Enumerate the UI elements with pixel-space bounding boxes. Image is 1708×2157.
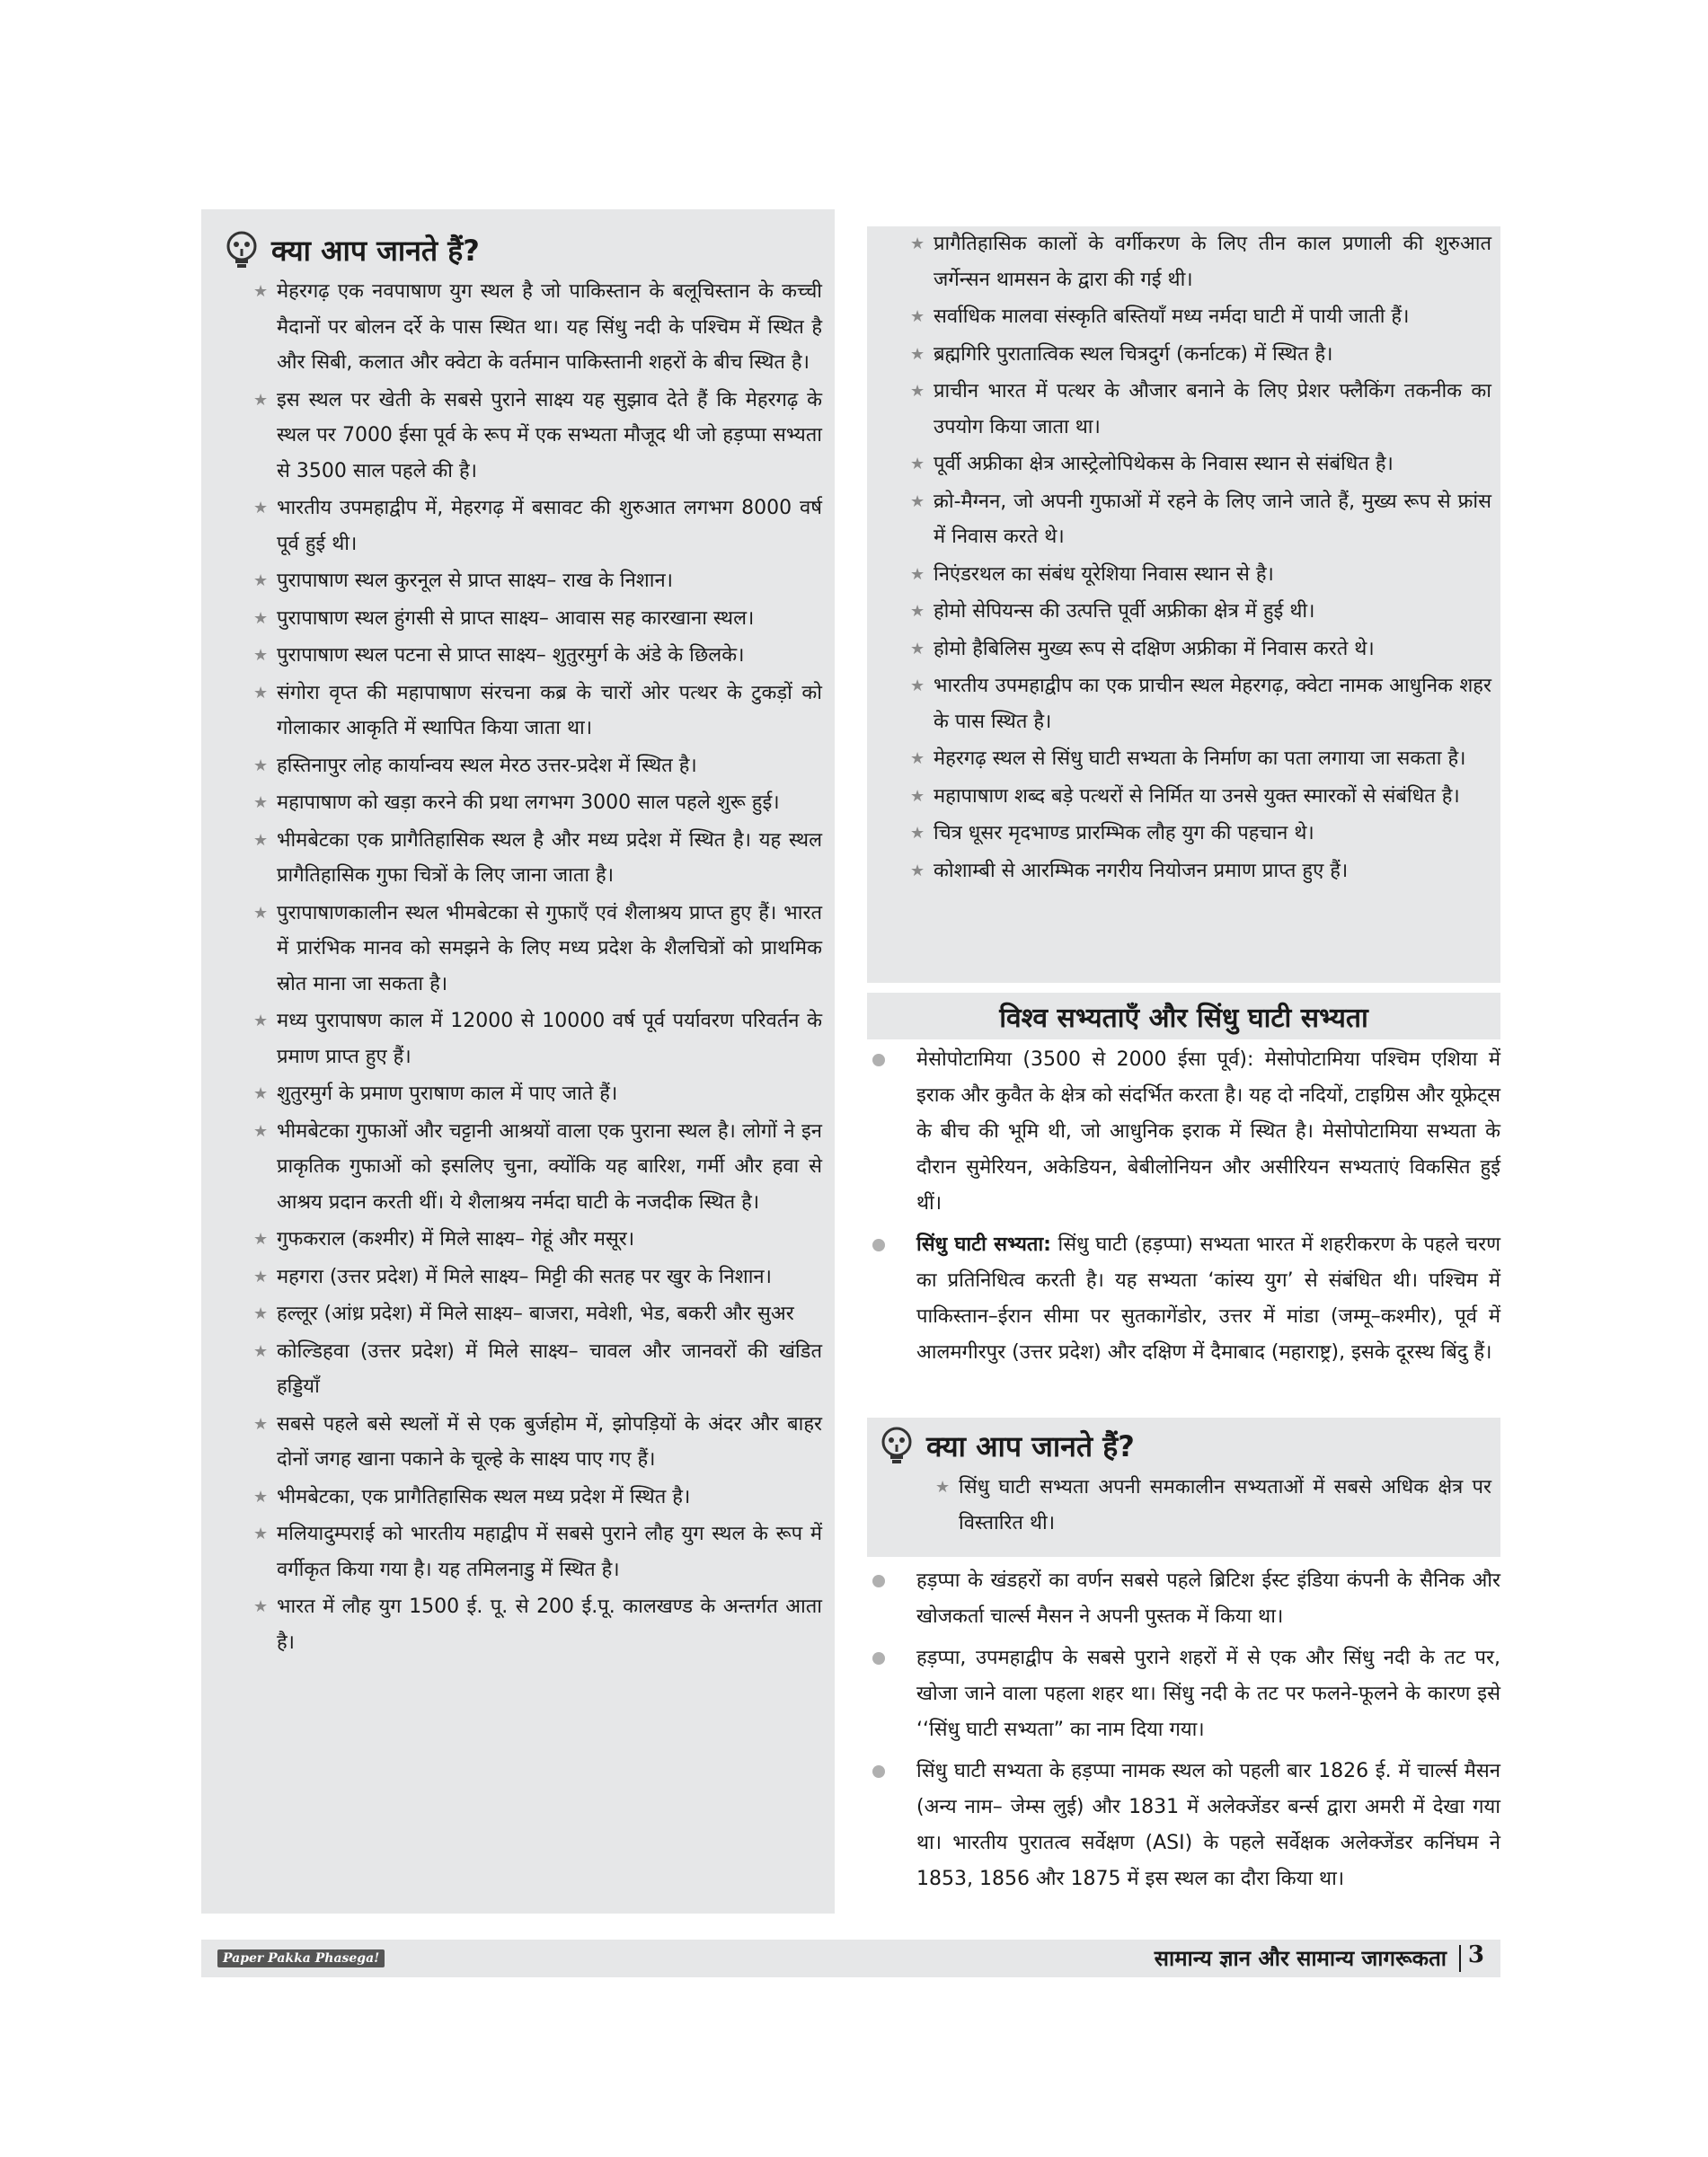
- list-item: [246, 676, 822, 747]
- list-item-text: भारतीय उपमहाद्वीप में, मेहरगढ़ में बसावट की शुरुआत लगभग 8000 वर्ष पूर्व हुई थी।: [277, 497, 822, 555]
- did-you-know-box-left: [201, 209, 835, 1914]
- star-bullet-icon: ★: [253, 1121, 269, 1141]
- list-item: [246, 1222, 822, 1258]
- list-item: [246, 1589, 822, 1660]
- list-item: [246, 1516, 822, 1587]
- list-item-text: कोल्डिहवा (उत्तर प्रदेश) में मिले साक्ष्य– चावल और जानवरों की खंडित हड्डियाँ: [277, 1339, 822, 1398]
- list-item: [903, 668, 1491, 739]
- list-item-text: सिंधु घाटी सभ्यता अपनी समकालीन सभ्यताओं में सबसे अधिक क्षेत्र पर विस्तारित थी।: [959, 1476, 1491, 1534]
- list-item-bold-lead: सिंधु घाटी सभ्यता:: [916, 1233, 1051, 1256]
- page-number: 3: [1467, 1941, 1484, 1968]
- list-item: [246, 1114, 822, 1221]
- star-bullet-icon: ★: [910, 749, 925, 768]
- did-you-know-title-2: क्या आप जानते हैं?: [926, 1428, 1135, 1463]
- list-item: [246, 274, 822, 381]
- list-item: [246, 491, 822, 561]
- dot-bullet-icon: [872, 1652, 885, 1665]
- star-bullet-icon: ★: [253, 903, 269, 923]
- right-fact-list: [903, 226, 1491, 888]
- list-item: [246, 1407, 822, 1478]
- list-item-text: हड़प्पा के खंडहरों का वर्णन सबसे पहले ब्रिटिश ईस्ट इंडिया कंपनी के सैनिक और खोजकर्ता चार्ल्स मैसन ने अपनी पुस्तक में किया था।: [916, 1569, 1500, 1628]
- list-item: [246, 601, 822, 637]
- list-item-text: सिंधु घाटी सभ्यता के हड़प्पा नामक स्थल को पहली बार 1826 ई. में चार्ल्स मैसन (अन्य नाम– जेम्स लुई) और 1831 में अलेक्जेंडर बर्न्स द्वारा अमरी में देखा गया था। भारतीय पुरातत्व सर्वेक्षण (ASI) के पहले सर्वेक्षक अलेक्जेंडर कनिंघम ने 1853, 1856 और 1875 में इस स्थल का दौरा किया था।: [916, 1760, 1500, 1890]
- section-heading: विश्व सभ्यताएँ और सिंधु घाटी सभ्यता: [999, 1002, 1368, 1034]
- list-item-text: पुरापाषाणकालीन स्थल भीमबेटका से गुफाएँ एवं शैलाश्रय प्राप्त हुए हैं। भारत में प्रारंभिक मानव को समझने के लिए मध्य प्रदेश के शैलचित्रों को प्राथमिक स्रोत माना जा सकता है।: [277, 901, 822, 995]
- list-item-text: भीमबेटका गुफाओं और चट्टानी आश्रयों वाला एक पुराना स्थल है। लोगों ने इन प्राकृतिक गुफाओं को इसलिए चुना, क्योंकि यह बारिश, गर्मी और हवा से आश्रय प्रदान करती थीं। ये शैलाश्रय नर्मदा घाटी के नजदीक स्थित है।: [277, 1119, 822, 1214]
- star-bullet-icon: ★: [910, 234, 925, 253]
- list-item-text: क्रो-मैग्नन, जो अपनी गुफाओं में रहने के लिए जाने जाते हैं, मुख्य रूप से फ्रांस में निवास करते थे।: [934, 490, 1491, 548]
- list-item: [903, 594, 1491, 630]
- list-item: [903, 632, 1491, 667]
- star-bullet-icon: ★: [910, 491, 925, 511]
- star-bullet-icon: ★: [253, 499, 269, 517]
- star-bullet-icon: ★: [253, 1525, 269, 1543]
- list-item-text: पुरापाषाण स्थल पटना से प्राप्त साक्ष्य– शुतुरमुर्ग के अंडे के छिलके।: [277, 644, 745, 667]
- star-bullet-icon: ★: [910, 564, 925, 584]
- star-bullet-icon: ★: [253, 1267, 269, 1286]
- list-item: [246, 785, 822, 821]
- list-item: [246, 383, 822, 490]
- star-bullet-icon: ★: [910, 307, 925, 326]
- list-item: [246, 638, 822, 674]
- list-item-text: भीमबेटका एक प्रागैतिहासिक स्थल है और मध्य प्रदेश में स्थित है। यह स्थल प्रागैतिहासिक गुफा चित्रों के लिए जाना जाता है।: [277, 828, 822, 887]
- list-item-text: हल्लूर (आंध्र प्रदेश) में मिले साक्ष्य– बाजरा, मवेशी, भेड, बकरी और सुअर: [277, 1303, 794, 1325]
- did-you-know-title: क्या आप जानते हैं?: [271, 233, 480, 268]
- list-item: [246, 1260, 822, 1295]
- star-bullet-icon: ★: [253, 1230, 269, 1249]
- star-bullet-icon: ★: [253, 646, 269, 665]
- star-bullet-icon: ★: [910, 344, 925, 364]
- star-bullet-icon: ★: [253, 571, 269, 590]
- list-item: [867, 1563, 1500, 1635]
- star-bullet-icon: ★: [253, 1012, 269, 1030]
- list-item: [903, 484, 1491, 555]
- star-bullet-icon: ★: [253, 683, 269, 703]
- dot-bullet-icon: [872, 1054, 885, 1066]
- list-item-text: महगरा (उत्तर प्रदेश) में मिले साक्ष्य– मिट्टी की सतह पर खुर के निशान।: [277, 1265, 772, 1288]
- list-item: [246, 748, 822, 784]
- list-item-text: निएंडरथल का संबंध यूरेशिया निवास स्थान से है।: [934, 562, 1274, 586]
- list-item: [903, 226, 1491, 297]
- footer-divider: [1459, 1945, 1461, 1972]
- list-item: [246, 823, 822, 894]
- civilization-section: [867, 1042, 1500, 1376]
- list-item: [903, 741, 1491, 777]
- list-item-text: सर्वाधिक मालवा संस्कृति बस्तियाँ मध्य नर्मदा घाटी में पायी जाती हैं।: [934, 305, 1410, 328]
- list-item-text: होमो सेपियन्स की उत्पत्ति पूर्वी अफ्रीका क्षेत्र में हुई थी।: [934, 600, 1315, 623]
- list-item: [867, 1227, 1500, 1371]
- list-item-text: भीमबेटका, एक प्रागैतिहासिक स्थल मध्य प्रदेश में स्थित है।: [277, 1485, 691, 1508]
- star-bullet-icon: ★: [253, 1487, 269, 1507]
- list-item: [246, 1296, 822, 1332]
- footer-book-title: सामान्य ज्ञान और सामान्य जागरूकता: [1154, 1946, 1447, 1971]
- star-bullet-icon: ★: [935, 1478, 951, 1497]
- list-item-text: शुतुरमुर्ग के प्रमाण पुराषाण काल में पाए जाते हैं।: [277, 1083, 618, 1105]
- star-bullet-icon: ★: [253, 830, 269, 850]
- list-item: [928, 1470, 1491, 1541]
- star-bullet-icon: ★: [910, 824, 925, 843]
- list-item-text: होमो हैबिलिस मुख्य रूप से दक्षिण अफ्रीका में निवास करते थे।: [934, 637, 1375, 660]
- star-bullet-icon: ★: [253, 608, 269, 628]
- list-item-text: संगोरा वृप्त की महापाषाण संरचना कब्र के चारों ओर पत्थर के टुकड़ों को गोलाकार आकृति में स्थापित किया जाता था।: [277, 681, 822, 739]
- list-item: [246, 563, 822, 599]
- list-item-text: इस स्थल पर खेती के सबसे पुराने साक्ष्य यह सुझाव देते हैं कि मेहरगढ़ के स्थल पर 7000 ईसा पूर्व के रूप में एक सभ्यता मौजूद थी जो हड़प्पा सभ्यता से 3500 साल पहले की है।: [277, 388, 822, 482]
- list-item: [903, 299, 1491, 335]
- list-item: [867, 1042, 1500, 1222]
- star-bullet-icon: ★: [910, 786, 925, 806]
- list-item: [903, 374, 1491, 445]
- list-item-text: भारत में लौह युग 1500 ई. पू. से 200 ई.पू. कालखण्ड के अन्तर्गत आता है।: [277, 1596, 822, 1654]
- star-bullet-icon: ★: [253, 390, 269, 410]
- did-you-know-header: [221, 229, 822, 270]
- list-item-text: मेसोपोटामिया (3500 से 2000 ईसा पूर्व): मेसोपोटामिया पश्चिम एशिया में इराक और कुवैत के क्षेत्र को संदर्भित करता है। यह दो नदियों, टाइग्रिस और यूफ्रेट्स के बीच की भूमि थी, जो आधुनिक इराक में स्थित है। मेसोपोटामिया सभ्यता के दौरान सुमेरियन, अकेडियन, बेबीलोनियन और असीरियन सभ्यताएं विकसित हुई थीं।: [916, 1048, 1500, 1215]
- list-item-text: गुफकराल (कश्मीर) में मिले साक्ष्य– गेहूं और मसूर।: [277, 1228, 635, 1251]
- dyk2-fact-list: [928, 1470, 1491, 1541]
- list-item: [246, 1076, 822, 1112]
- list-item-text: मलियादुम्पराई को भारतीय महाद्वीप में सबसे पुराने लौह युग स्थल के रूप में वर्गीकृत किया गया है। यह तमिलनाडु में स्थित है।: [277, 1523, 822, 1581]
- list-item-text: मेहरगढ़ एक नवपाषाण युग स्थल है जो पाकिस्तान के बलूचिस्तान के कच्ची मैदानों पर बोलन दर्रे के पास स्थित था। यह सिंधु नदी के पश्चिम में स्थित है और सिबी, कलात और क्वेटा के वर्तमान पाकिस्तानी शहरों के बीच स्थित है।: [277, 280, 822, 374]
- star-bullet-icon: ★: [910, 602, 925, 621]
- list-item-text: पुरापाषाण स्थल हुंगसी से प्राप्त साक्ष्य– आवास सह कारखाना स्थल।: [277, 606, 755, 630]
- star-bullet-icon: ★: [253, 282, 269, 301]
- list-item-text: हस्तिनापुर लोह कार्यान्वय स्थल मेरठ उत्तर-प्रदेश में स्थित है।: [277, 754, 697, 777]
- civilization-list: [867, 1042, 1500, 1371]
- list-item: [246, 1003, 822, 1074]
- list-item-text: प्राचीन भारत में पत्थर के औजार बनाने के लिए प्रेशर फ्लैकिंग तकनीक का उपयोग किया जाता था।: [934, 380, 1491, 438]
- star-bullet-icon: ★: [253, 1341, 269, 1361]
- list-item: [903, 557, 1491, 593]
- dot-bullet-icon: [872, 1575, 885, 1587]
- star-bullet-icon: ★: [253, 1304, 269, 1323]
- lightbulb-icon: [221, 229, 262, 270]
- list-item-text: पूर्वी अफ्रीका क्षेत्र आस्ट्रेलोपिथेकस के निवास स्थान से संबंधित है।: [934, 453, 1394, 475]
- did-you-know-header-2: [876, 1425, 1491, 1466]
- list-item: [867, 1754, 1500, 1897]
- star-bullet-icon: ★: [253, 1597, 269, 1616]
- list-item-text: महापाषाण शब्द बड़े पत्थरों से निर्मित या उनसे युक्त स्मारकों से संबंधित है।: [934, 784, 1460, 808]
- list-item: [246, 1480, 822, 1516]
- did-you-know-box-2: [867, 1418, 1500, 1557]
- star-bullet-icon: ★: [253, 793, 269, 812]
- list-item: [246, 896, 822, 1003]
- list-item-text: मेहरगढ़ स्थल से सिंधु घाटी सभ्यता के निर्माण का पता लगाया जा सकता है।: [934, 747, 1466, 770]
- star-bullet-icon: ★: [910, 455, 925, 473]
- list-item-text: सिंधु घाटी (हड़प्पा) सभ्यता भारत में शहरीकरण के पहले चरण का प्रतिनिधित्व करती है। यह सभ्यता ‘कांस्य युग’ से संबंधित थी। पश्चिम में पाकिस्तान–ईरान सीमा पर सुतकागेंडोर, उत्तर में मांडा (जम्मू–कश्मीर), पूर्व में आलमगीरपुर (उत्तर प्रदेश) और दक्षिण में दैमाबाद (महाराष्ट्र), इसके दूरस्थ बिंदु हैं।: [916, 1233, 1500, 1364]
- did-you-know-box-right-continued: [867, 226, 1500, 983]
- list-item: [903, 779, 1491, 815]
- list-item: [903, 337, 1491, 373]
- lightbulb-icon: [876, 1425, 917, 1466]
- star-bullet-icon: ★: [910, 382, 925, 401]
- list-item-text: पुरापाषाण स्थल कुरनूल से प्राप्त साक्ष्य– राख के निशान।: [277, 570, 673, 592]
- dot-bullet-icon: [872, 1239, 885, 1251]
- section-heading-bar: [867, 993, 1500, 1039]
- star-bullet-icon: ★: [910, 861, 925, 880]
- list-item: [903, 446, 1491, 482]
- list-item-text: प्रागैतिहासिक कालों के वर्गीकरण के लिए तीन काल प्रणाली की शुरुआत जर्गेन्सन थामसन के द्वारा की गई थी।: [934, 233, 1491, 291]
- page-footer: [201, 1940, 1500, 1977]
- list-item-text: भारतीय उपमहाद्वीप का एक प्राचीन स्थल मेहरगढ़, क्वेटा नामक आधुनिक शहर के पास स्थित है।: [934, 675, 1491, 733]
- footer-logo: Paper Pakka Phasega!: [217, 1949, 385, 1967]
- list-item-text: ब्रह्मगिरि पुरातात्विक स्थल चित्रदुर्ग (कर्नाटक) में स्थित है।: [934, 342, 1333, 366]
- harappa-list: [867, 1563, 1500, 1897]
- list-item: [246, 1334, 822, 1405]
- list-item-text: हड़प्पा, उपमहाद्वीप के सबसे पुराने शहरों में से एक और सिंधु नदी के तट पर, खोजा जाने वाला पहला शहर था। सिंधु नदी के तट पर फलने-फूलने के कारण इसे ‘‘सिंधु घाटी सभ्यता” का नाम दिया गया।: [916, 1647, 1500, 1741]
- list-item-text: सबसे पहले बसे स्थलों में से एक बुर्जहोम में, झोपड़ियों के अंदर और बाहर दोनों जगह खाना पकाने के चूल्हे के साक्ष्य पाए गए हैं।: [277, 1412, 822, 1471]
- dot-bullet-icon: [872, 1765, 885, 1778]
- list-item: [867, 1640, 1500, 1748]
- list-item: [903, 853, 1491, 889]
- harappa-section: [867, 1563, 1500, 1903]
- star-bullet-icon: ★: [253, 1084, 269, 1103]
- left-fact-list: [246, 274, 822, 1660]
- star-bullet-icon: ★: [910, 676, 925, 695]
- list-item: [903, 816, 1491, 852]
- list-item-text: महापाषाण को खड़ा करने की प्रथा लगभग 3000 साल पहले शुरू हुई।: [277, 791, 780, 814]
- list-item-text: कोशाम्बी से आरम्भिक नगरीय नियोजन प्रमाण प्राप्त हुए हैं।: [934, 859, 1349, 882]
- star-bullet-icon: ★: [253, 756, 269, 775]
- list-item-text: चित्र धूसर मृदभाण्ड प्रारम्भिक लौह युग की पहचान थे।: [934, 822, 1314, 844]
- list-item-text: मध्य पुरापाषण काल में 12000 से 10000 वर्ष पूर्व पर्यावरण परिवर्तन के प्रमाण प्राप्त हुए हैं।: [277, 1010, 822, 1068]
- star-bullet-icon: ★: [910, 639, 925, 659]
- star-bullet-icon: ★: [253, 1414, 269, 1434]
